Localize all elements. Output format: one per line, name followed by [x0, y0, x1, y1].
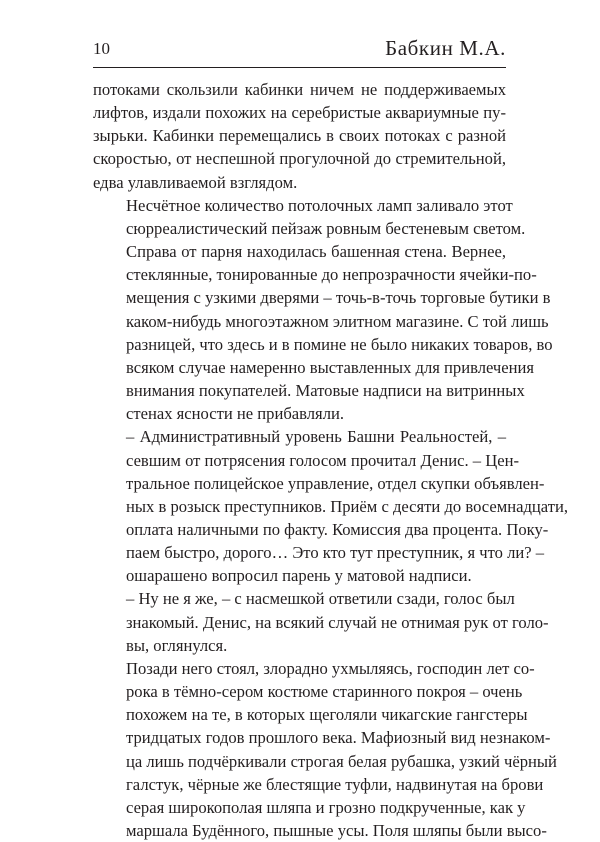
text-line: паем быстро, дорого… Это кто тут преступник, я что ли? –: [126, 543, 545, 563]
text-line: тридцатых годов прошлого века. Мафиозный вид незнаком-: [126, 728, 551, 748]
text-line: оплата наличными по факту. Комиссия два процента. Поку-: [126, 519, 549, 539]
text-line: Позади него стоял, злорадно ухмыляясь, господин лет со-: [126, 658, 535, 678]
text-line: мещения с узкими дверями – точь-в-точь торговые бутики в: [126, 288, 551, 308]
text-line: внимания покупателей. Матовые надписи на витринных: [126, 381, 525, 401]
text-line: тральное полицейское управление, отдел скупки объявлен-: [126, 473, 545, 493]
paragraph: [93, 194, 526, 240]
paragraph: [93, 78, 506, 194]
text-line: знакомый. Денис, на всякий случай не отнимая рук от голо-: [126, 612, 549, 632]
text-line: рока в тёмно-сером костюме старинного покроя – очень: [126, 682, 523, 702]
text-line: стенах ясности не прибавляли.: [126, 404, 345, 424]
text-line: всяком случае намеренно выставленных для привлечения: [126, 357, 535, 377]
text-line: маршала Будённого, пышные усы. Поля шляпы были высо-: [126, 821, 547, 840]
author-running-head: Бабкин М.А.: [385, 36, 506, 60]
text-line: потоками скользили кабинки ничем не поддерживаемых: [93, 80, 506, 99]
text-line: севшим от потрясения голосом прочитал Денис. – Цен-: [126, 450, 519, 470]
paragraph: [93, 657, 557, 842]
text-line: Несчётное количество потолочных ламп заливало этот: [126, 195, 513, 215]
header-rule: [93, 67, 506, 68]
body-text: [93, 78, 568, 842]
text-line: ошарашено вопросил парень у матовой надписи.: [126, 566, 472, 586]
text-line: каком-нибудь многоэтажном элитном магазине. С той лишь: [126, 311, 549, 331]
paragraph: [93, 240, 553, 425]
page-number: 10: [93, 39, 110, 58]
paragraph: [93, 425, 568, 587]
text-line: лифтов, издали похожих на серебристые аквариумные пу-: [93, 103, 506, 123]
text-line: разницей, что здесь и в помине не было никаких товаров, во: [126, 334, 553, 354]
text-line: Справа от парня находилась башенная стена. Вернее,: [126, 242, 506, 262]
running-header: [93, 36, 506, 64]
text-line: серая широкополая шляпа и грозно подкрученные, как у: [126, 797, 526, 817]
text-line: едва улавливаемой взглядом.: [93, 172, 298, 192]
text-line: – Ну не я же, – с насмешкой ответили сзади, голос был: [126, 589, 515, 609]
text-line: галстук, чёрные же блестящие туфли, надвинутая на брови: [126, 774, 544, 794]
paragraph: [93, 587, 549, 656]
text-line: стеклянные, тонированные до непрозрачности ячейки-по-: [126, 265, 537, 285]
text-line: похожем на те, в которых щеголяли чикагские гангстеры: [126, 705, 528, 725]
text-line: ных в розыск преступников. Приём с десяти до восемнадцати,: [126, 496, 568, 516]
text-line: ца лишь подчёркивали строгая белая рубашка, узкий чёрный: [126, 751, 557, 771]
text-line: – Административный уровень Башни Реальностей, –: [126, 427, 506, 447]
text-line: сюрреалистический пейзаж ровным бестеневым светом.: [126, 218, 526, 238]
text-line: зырьки. Кабинки перемещались в своих потоках с разной: [93, 126, 506, 146]
text-line: вы, оглянулся.: [126, 635, 228, 655]
text-line: скоростью, от неспешной прогулочной до стремительной,: [93, 149, 506, 169]
